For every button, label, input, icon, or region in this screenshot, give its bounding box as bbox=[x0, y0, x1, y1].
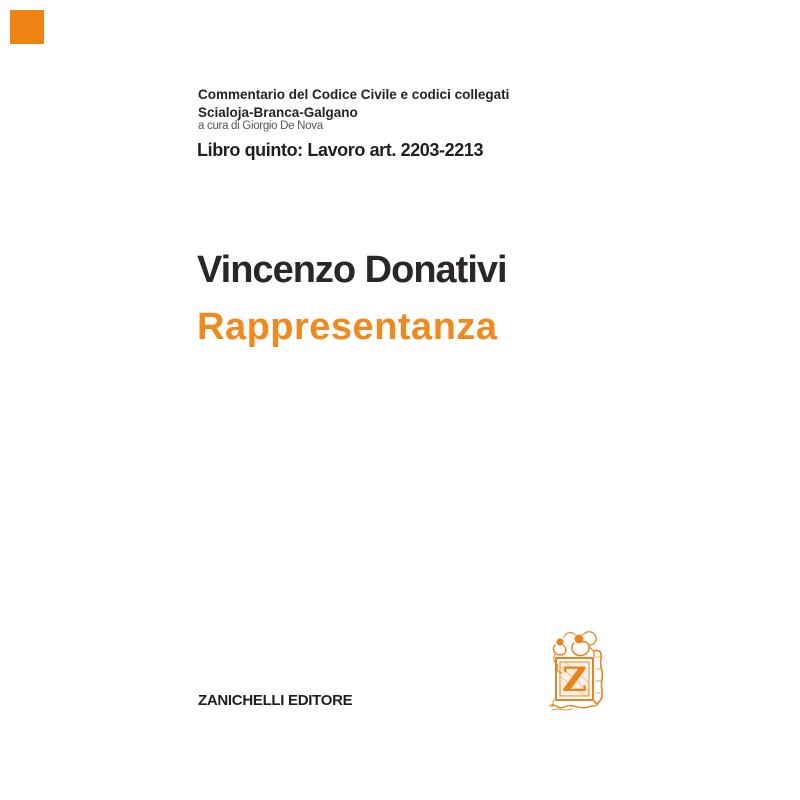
publisher-name: ZANICHELLI EDITORE bbox=[198, 692, 353, 709]
zanichelli-logo-icon bbox=[544, 627, 610, 713]
author-name: Vincenzo Donativi bbox=[197, 249, 507, 291]
book-title: Rappresentanza bbox=[197, 306, 498, 348]
volume-label: Libro quinto: Lavoro art. 2203-2213 bbox=[197, 140, 484, 160]
series-editor: a cura di Giorgio De Nova bbox=[198, 120, 323, 132]
logo-letter: Z bbox=[562, 660, 587, 700]
series-color-square bbox=[10, 10, 44, 44]
series-title: Commentario del Codice Civile e codici collegati bbox=[198, 87, 510, 102]
series-subtitle: Scialoja-Branca-Galgano bbox=[198, 105, 358, 120]
